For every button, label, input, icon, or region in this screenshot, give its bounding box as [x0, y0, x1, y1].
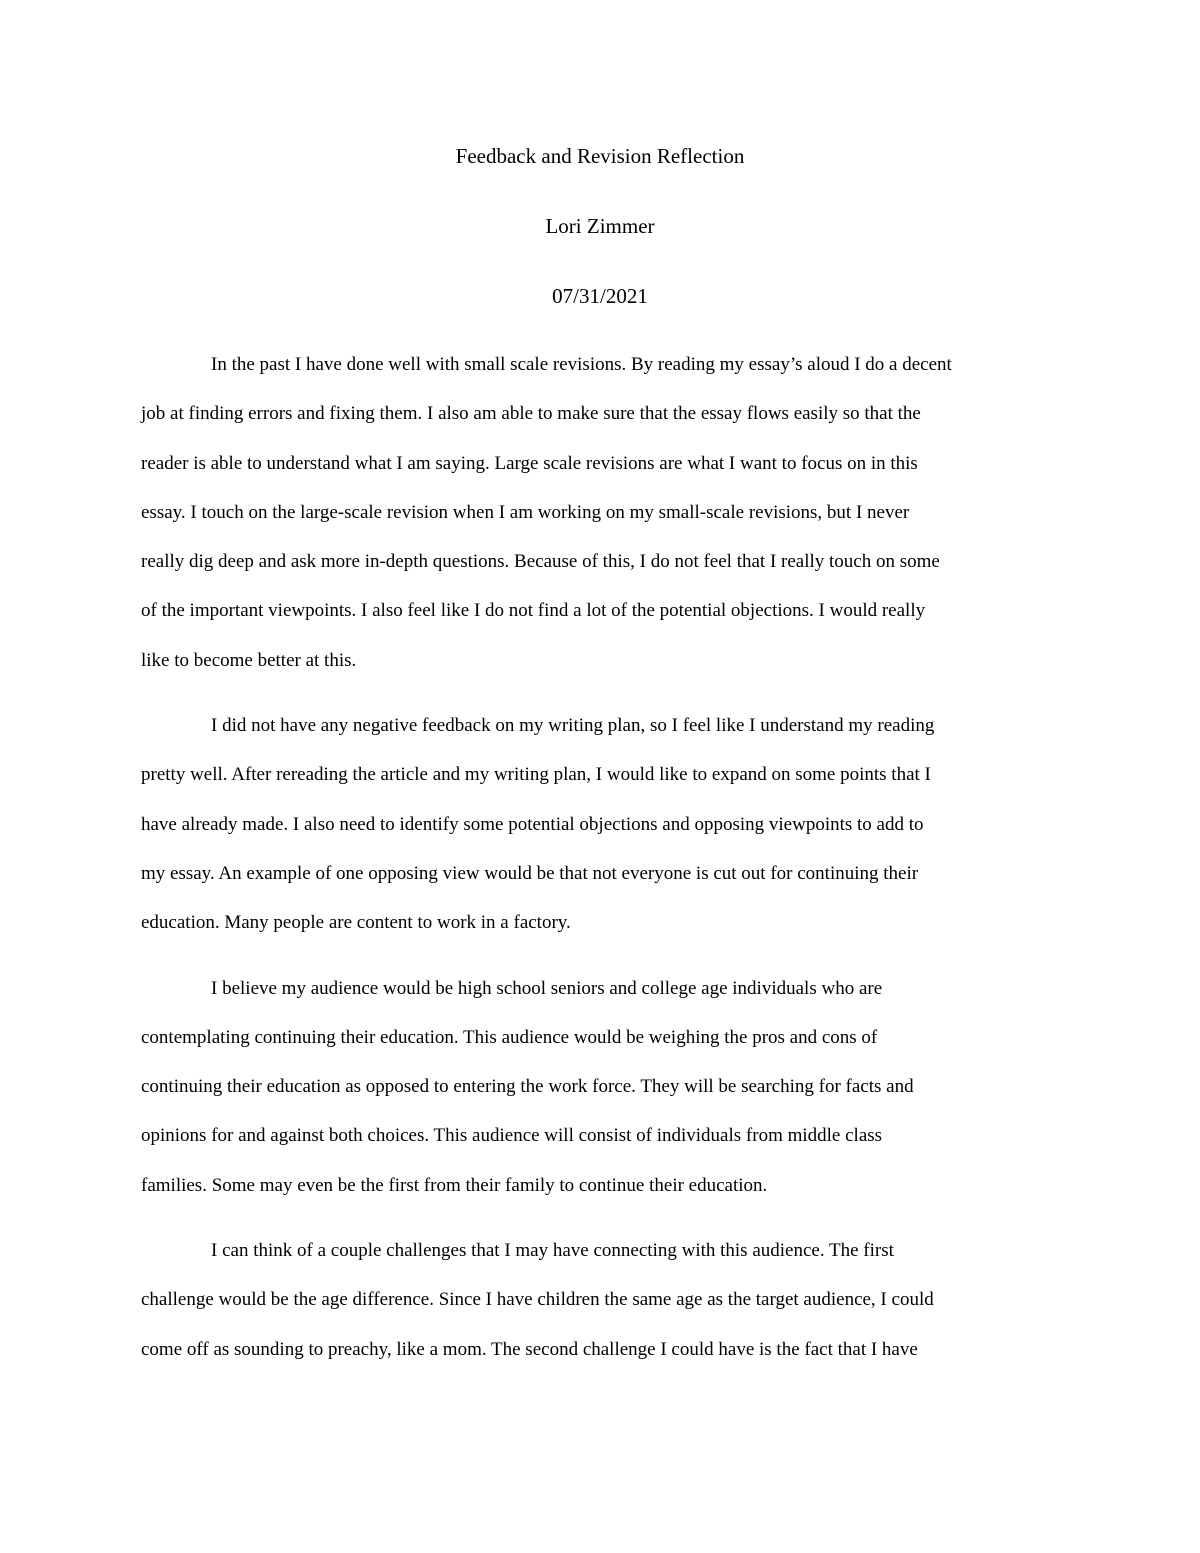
document-date: 07/31/2021 [552, 284, 648, 308]
paragraph-line: of the important viewpoints. I also feel like I do not find a lot of the potential objections. I would really [141, 600, 926, 622]
paragraph-line: I can think of a couple challenges that I may have connecting with this audience. The first [211, 1240, 894, 1262]
paragraph-line: really dig deep and ask more in-depth questions. Because of this, I do not feel that I really touch on some [141, 551, 940, 573]
paragraph-line: my essay. An example of one opposing view would be that not everyone is cut out for continuing their [141, 862, 919, 884]
paragraph-line: families. Some may even be the first from their family to continue their education. [141, 1174, 768, 1196]
document-title: Feedback and Revision Reflection [455, 144, 745, 168]
paragraph-line: come off as sounding to preachy, like a mom. The second challenge I could have is the fact that I have [141, 1338, 918, 1360]
paragraph-line: reader is able to understand what I am saying. Large scale revisions are what I want to focus on in this [141, 452, 918, 474]
paragraph-line: job at finding errors and fixing them. I also am able to make sure that the essay flows easily so that the [141, 403, 921, 425]
paragraph-line: opinions for and against both choices. This audience will consist of individuals from middle class [141, 1125, 883, 1147]
paragraph-line: have already made. I also need to identify some potential objections and opposing viewpoints to add to [141, 813, 924, 835]
paragraph-line: In the past I have done well with small scale revisions. By reading my essay’s aloud I do a decent [211, 354, 952, 375]
paragraph-line: challenge would be the age difference. Since I have children the same age as the target audience, I could [141, 1289, 934, 1311]
paragraph-line: I did not have any negative feedback on my writing plan, so I feel like I understand my reading [211, 715, 935, 737]
paragraph-line: continuing their education as opposed to entering the work force. They will be searching for facts and [141, 1076, 914, 1098]
author-name: Lori Zimmer [545, 214, 655, 238]
paragraph-2 [141, 712, 1061, 958]
paragraph-line: I believe my audience would be high school seniors and college age individuals who are [211, 977, 883, 999]
paragraph-line: essay. I touch on the large-scale revision when I am working on my small-scale revisions, but I never [141, 501, 910, 523]
paragraph-1 [141, 351, 1061, 696]
paragraph-line: contemplating continuing their education. This audience would be weighing the pros and cons of [141, 1026, 878, 1048]
paragraph-line: pretty well. After rereading the article and my writing plan, I would like to expand on some points that I [141, 764, 931, 786]
paragraph-line: like to become better at this. [141, 649, 357, 671]
paragraph-4 [141, 1237, 1061, 1385]
paragraph-line: education. Many people are content to work in a factory. [141, 912, 571, 934]
document-body [141, 351, 1061, 1401]
paragraph-3 [141, 975, 1061, 1221]
